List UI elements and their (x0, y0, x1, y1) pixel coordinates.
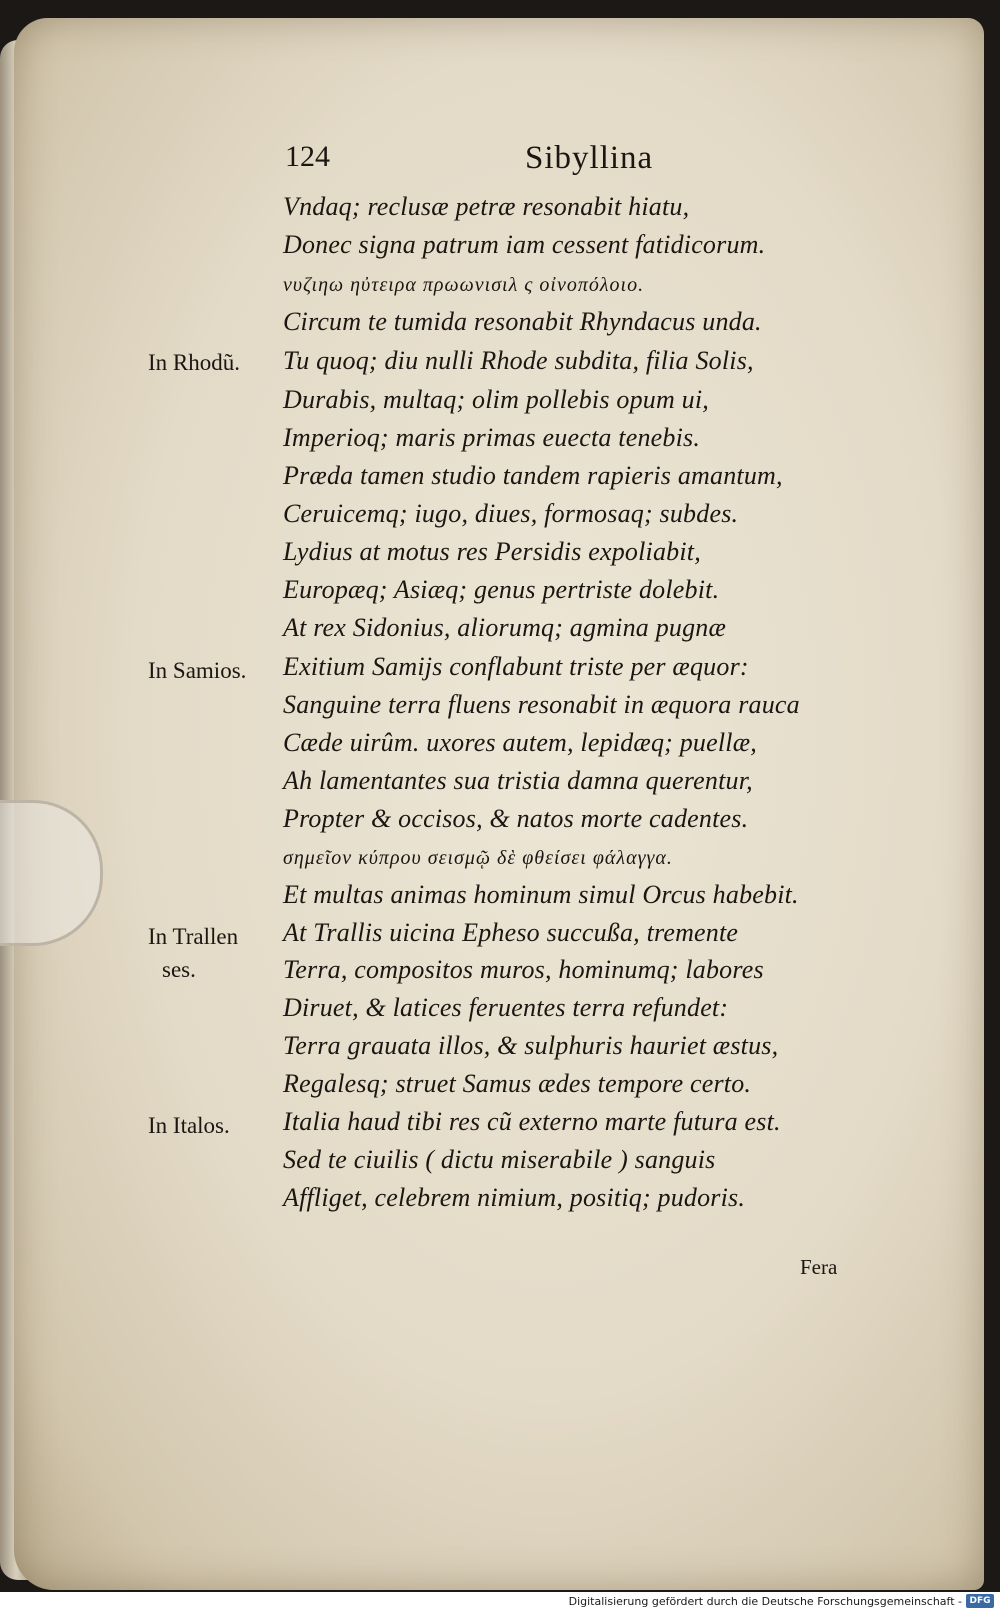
verse-line: Exitium Samijs conflabunt triste per æquor: (283, 652, 749, 681)
verse-line: Cæde uirûm. uxores autem, lepidæq; puellæ, (283, 728, 757, 757)
verse-line: At rex Sidonius, aliorumq; agmina pugnæ (283, 613, 727, 642)
verse-line: Propter & occisos, & natos morte cadentes. (283, 804, 749, 833)
verse-line-greek: σημεῖον κύπρου σεισμῷ δὲ φθείσει φάλαγγα. (283, 847, 673, 869)
page-number: 124 (285, 140, 330, 173)
verse-line: Sanguine terra fluens resonabit in æquora rauca (283, 690, 800, 719)
verse-line: Præda tamen studio tandem rapieris amantum, (283, 461, 783, 490)
verse-line: Et multas animas hominum simul Orcus habebit. (283, 880, 799, 909)
verse-line: Lydius at motus res Persidis expoliabit, (283, 537, 701, 566)
verse-line: Tu quoq; diu nulli Rhode subdita, filia Solis, (283, 346, 754, 375)
verse-line-greek: νυζιηω ηὐτειρα πρωωνισιλ ς οἰνοπόλοιο. (283, 274, 645, 296)
verse-line: Affliget, celebrem nimium, positiq; pudoris. (283, 1183, 746, 1212)
verse-line: At Trallis uicina Epheso succußa, tremente (283, 918, 739, 947)
verse-line: Italia haud tibi res cũ externo marte futura est. (283, 1107, 781, 1136)
verse-line: Terra, compositos muros, hominumq; labores (283, 955, 764, 984)
margin-note-italos: In Italos. (148, 1113, 230, 1138)
verse-line: Donec signa patrum iam cessent fatidicorum. (283, 230, 766, 259)
dfg-logo (966, 1594, 994, 1608)
catchword: Fera (800, 1255, 838, 1279)
verse-line: Circum te tumida resonabit Rhyndacus unda. (283, 307, 762, 336)
margin-note-rhodes: In Rhodũ. (148, 350, 240, 375)
verse-line: Europæq; Asiæq; genus pertriste dolebit. (283, 575, 720, 604)
verse-line: Terra grauata illos, & sulphuris hauriet æstus, (283, 1031, 779, 1060)
footer-credit: Digitalisierung gefördert durch die Deutsche Forschungsgemeinschaft - (568, 1595, 962, 1608)
margin-note-tralles-cont: ses. (162, 957, 196, 982)
verse-line: Ah lamentantes sua tristia damna querentur, (283, 766, 753, 795)
dfg-logo-text: DFG (969, 1596, 991, 1606)
verse-line: Sed te ciuilis ( dictu miserabile ) sanguis (283, 1145, 716, 1174)
margin-note-tralles: In Trallen (148, 924, 239, 949)
verse-line: Ceruicemq; iugo, diues, formosaq; subdes. (283, 499, 739, 528)
verse-line: Durabis, multaq; olim pollebis opum ui, (283, 385, 709, 414)
verse-line: Imperioq; maris primas euecta tenebis. (283, 423, 701, 452)
margin-note-samos: In Samios. (148, 658, 247, 683)
verse-line: Diruet, & latices feruentes terra refundet: (283, 993, 729, 1022)
verse-line: Regalesq; struet Samus ædes tempore certo. (283, 1069, 752, 1098)
running-head (285, 140, 705, 184)
verse-line: Vndaq; reclusæ petræ resonabit hiatu, (283, 192, 690, 221)
running-title: Sibyllina (525, 140, 654, 176)
